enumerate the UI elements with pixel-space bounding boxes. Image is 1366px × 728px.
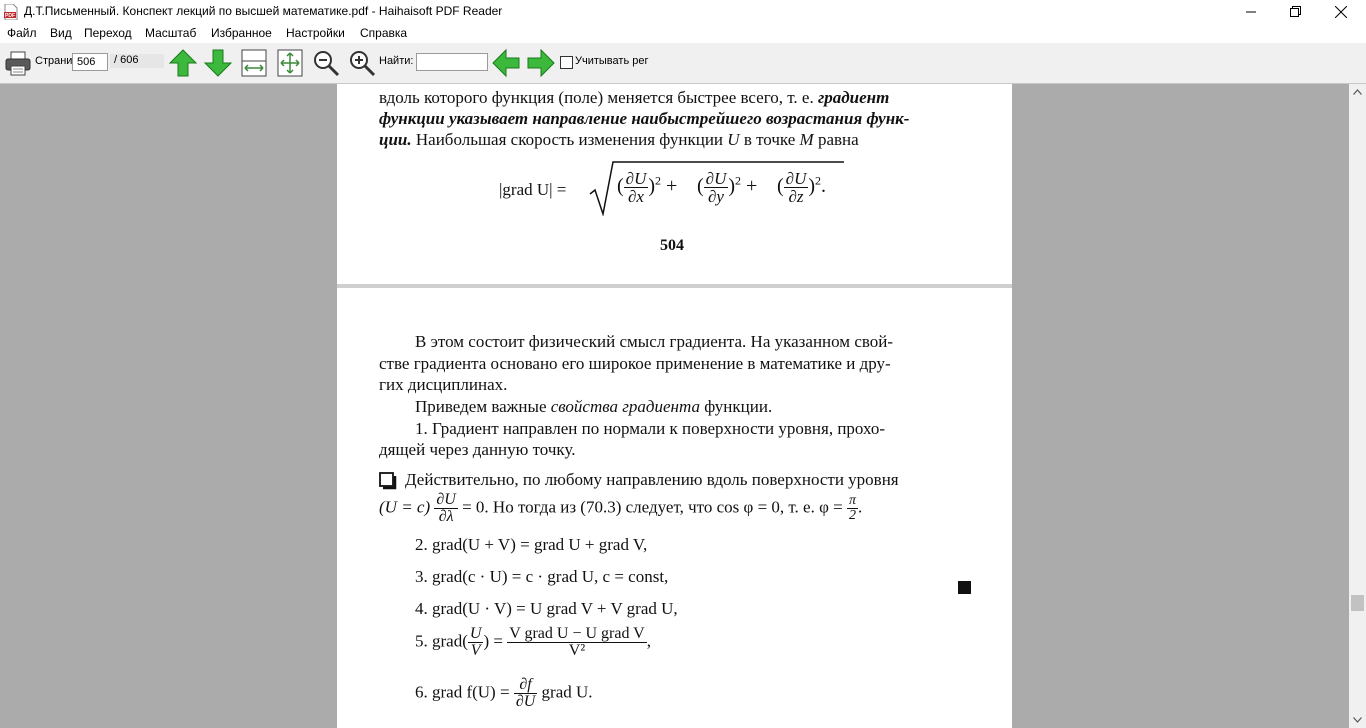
menu-go[interactable]: Переход [84,26,132,40]
find-previous-arrow-icon[interactable] [491,48,521,78]
formula-term-y: ( $\frac{\partial U}{\partial y}$ )$^2$ + [697,169,758,206]
window-title: Д.Т.Письменный. Конспект лекций по высшей математике.pdf - Haihaisoft PDF Reader [24,4,503,18]
match-case-label: Учитывать рег [575,55,649,67]
proof-end-icon [958,581,971,594]
scroll-up-arrow-icon[interactable] [1353,89,1362,95]
fit-width-icon[interactable] [239,48,269,78]
text-line: Действительно, по любому направлению вдоль поверхности уровня [405,470,899,489]
text-line: стве градиента основано его широкое применение в математике и дру- [379,354,891,373]
formula-term-z: ( $\frac{\partial U}{\partial z}$ )$^2$. [777,169,827,206]
close-icon [1335,6,1347,18]
menu-file[interactable]: Файл [7,26,37,40]
print-icon[interactable] [3,48,33,78]
find-label: Найти: [379,55,414,67]
proof-start-icon [379,472,397,490]
menu-zoom[interactable]: Масштаб [145,26,197,40]
cut-line [379,84,969,86]
restore-button[interactable] [1272,0,1318,23]
text-line: Приведем важные свойства градиента функции. [415,397,773,416]
text-line: функции указывает направление наибыстрейшего возрастания функ- [379,109,910,128]
page-label: Страни [35,55,73,67]
zoom-in-icon[interactable] [347,48,377,78]
property-2: 2. grad(U + V) = grad U + grad V, [415,535,648,554]
page-number-input[interactable] [72,53,108,71]
property-4: 4. grad(U · V) = U grad V + V grad U, [415,599,678,618]
pdf-app-icon [4,4,18,20]
page-total: / 606 [110,54,164,68]
menu-favorites[interactable]: Избранное [211,26,272,40]
text-line: (U = c) $\frac{\partial U}{\partial\lambda}$ = 0. Но тогда из (70.3) следует, что cos φ = 0, т. е. φ = $\frac{\pi}{2}$ . [379,491,863,525]
fit-page-icon[interactable] [275,48,305,78]
pdf-page-top [337,84,1012,284]
minimize-button[interactable] [1228,0,1274,23]
next-page-arrow-icon[interactable] [203,48,233,78]
formula-lhs: |grad U| = [499,180,567,199]
pdf-page-bottom [337,288,1012,728]
text-line: В этом состоит физический смысл градиента. На указанном свой- [415,332,894,351]
property-5: 5. grad( $\frac{U}{V}$ ) = $\frac{\text{V grad U − U grad V}}{\text{V²}}$ , [415,625,651,659]
match-case-checkbox[interactable] [560,56,573,69]
zoom-out-icon[interactable] [311,48,341,78]
formula-term-x: ( $\frac{\partial U}{\partial x}$ )$^2$ + [617,169,678,206]
find-next-arrow-icon[interactable] [526,48,556,78]
property-6: 6. grad f(U) = $\frac{\partial f}{\partial U}$ grad U. [415,676,593,710]
text-line: ции. Наибольшая скорость изменения функции U в точке M равна [379,130,859,149]
svg-text:PDF: PDF [5,13,15,19]
property-3: 3. grad(c · U) = c · grad U, c = const, [415,567,669,586]
page-number: 504 [660,237,684,254]
scrollbar-thumb[interactable] [1351,595,1364,611]
menu-view[interactable]: Вид [50,26,72,40]
text-line: гих дисциплинах. [379,375,508,394]
previous-page-arrow-icon[interactable] [168,48,198,78]
toolbar [0,43,1366,84]
text-line: 1. Градиент направлен по нормали к поверхности уровня, прохо- [415,419,886,438]
menu-settings[interactable]: Настройки [286,26,345,40]
scroll-down-arrow-icon[interactable] [1353,717,1362,723]
text-line: вдоль которого функция (поле) меняется быстрее всего, т. е. градиент [379,88,890,107]
find-input[interactable] [416,53,488,71]
document-viewer[interactable] [0,84,1349,728]
close-button[interactable] [1318,0,1364,23]
restore-icon [1290,6,1301,17]
text-line: дящей через данную точку. [379,440,576,459]
vertical-scrollbar[interactable] [1349,84,1366,728]
minimize-icon [1246,7,1256,17]
menu-help[interactable]: Справка [360,26,408,40]
menu-bar [0,23,1366,44]
title-bar [0,0,1366,23]
